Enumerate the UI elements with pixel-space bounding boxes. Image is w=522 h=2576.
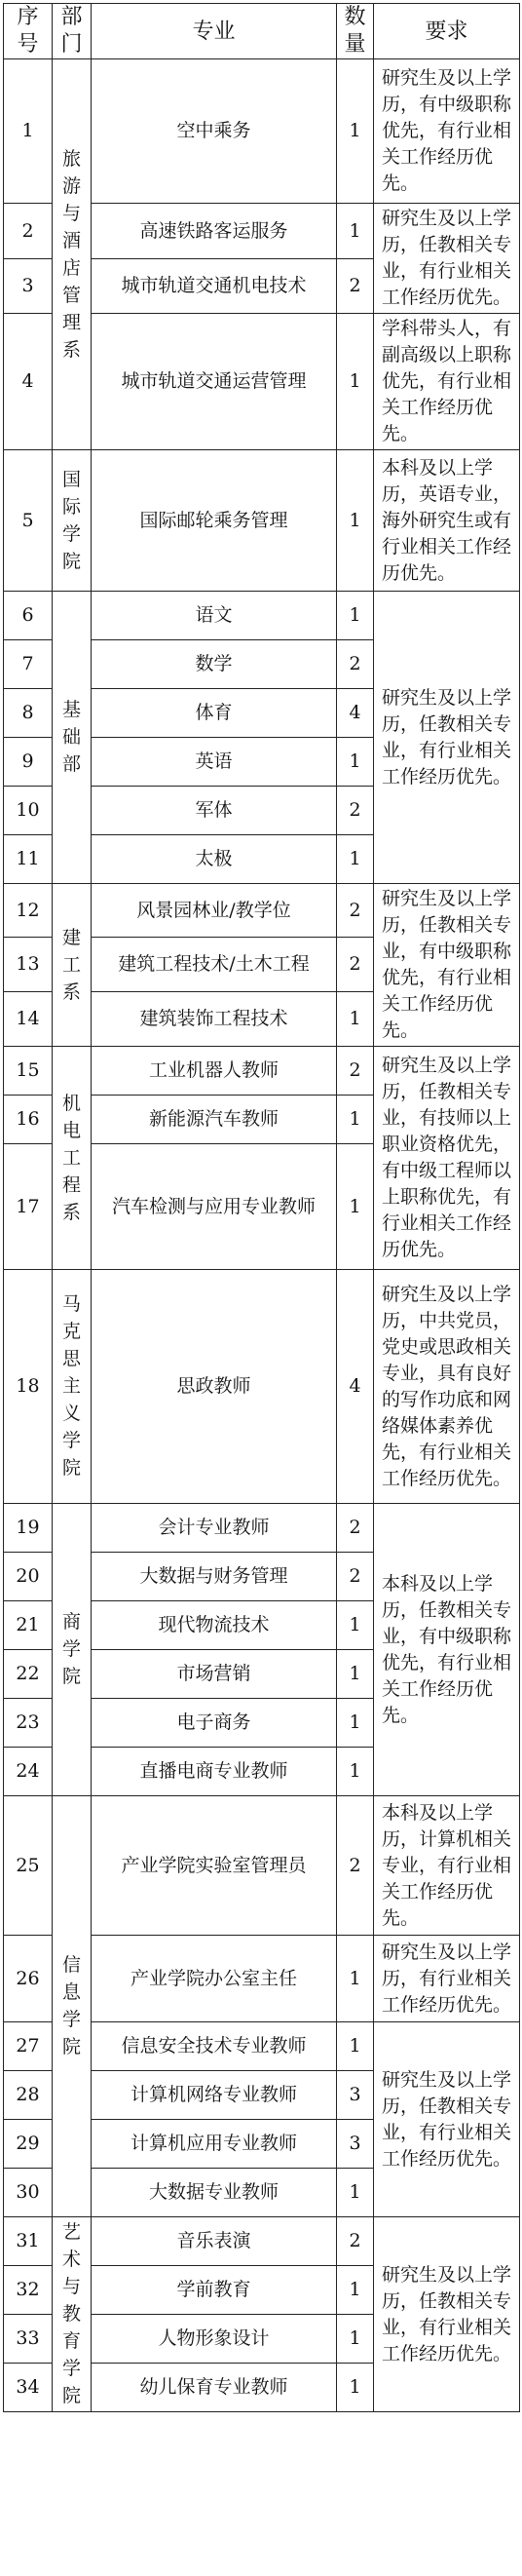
- count-cell: 1: [337, 2022, 374, 2071]
- row-index: 4: [4, 314, 53, 450]
- major-cell: 高速铁路客运服务: [92, 204, 337, 259]
- row-index: 12: [4, 884, 53, 938]
- requirement-cell: 研究生及以上学历，中共党员，党史或思政相关专业，具有良好的写作功底和网络媒体素养优先，有行业相关工作经历优先。: [374, 1270, 520, 1504]
- dept-cell: 艺术与教育学院: [53, 2217, 92, 2412]
- count-cell: 1: [337, 1096, 374, 1144]
- row-index: 11: [4, 835, 53, 884]
- requirement-cell: 研究生及以上学历，任教相关专业，有中级职称优先，有行业相关工作经历优先。: [374, 884, 520, 1047]
- count-cell: 1: [337, 2315, 374, 2364]
- major-cell: 汽车检测与应用专业教师: [92, 1144, 337, 1270]
- major-cell: 数学: [92, 640, 337, 689]
- major-cell: 国际邮轮乘务管理: [92, 450, 337, 592]
- row-index: 24: [4, 1748, 53, 1796]
- requirement-cell: 研究生及以上学历，任教相关专业，有行业相关工作经历优先。: [374, 2022, 520, 2217]
- dept-cell: 马克思主义学院: [53, 1270, 92, 1504]
- major-cell: 思政教师: [92, 1270, 337, 1504]
- count-cell: 2: [337, 1504, 374, 1553]
- dept-cell: 旅游与酒店管理系: [53, 59, 92, 450]
- row-index: 15: [4, 1047, 53, 1096]
- major-cell: 新能源汽车教师: [92, 1096, 337, 1144]
- requirement-cell: 本科及以上学历，英语专业，海外研究生或有行业相关工作经历优先。: [374, 450, 520, 592]
- row-index: 27: [4, 2022, 53, 2071]
- count-cell: 1: [337, 1748, 374, 1796]
- table-row: [4, 592, 520, 640]
- row-index: 34: [4, 2364, 53, 2412]
- row-index: 21: [4, 1601, 53, 1650]
- row-index: 20: [4, 1553, 53, 1601]
- row-index: 33: [4, 2315, 53, 2364]
- requirement-cell: 研究生及以上学历，任教相关专业，有行业相关工作经历优先。: [374, 204, 520, 314]
- requirement-cell: 研究生及以上学历，任教相关专业，有技师以上职业资格优先，有中级工程师以上职称优先，有行业相关工作经历优先。: [374, 1047, 520, 1270]
- major-cell: 音乐表演: [92, 2217, 337, 2266]
- dept-cell: 机电工程系: [53, 1047, 92, 1270]
- header-req: 要求: [374, 4, 520, 59]
- row-index: 28: [4, 2071, 53, 2120]
- major-cell: 人物形象设计: [92, 2315, 337, 2364]
- table-row: [4, 2217, 520, 2266]
- count-cell: 2: [337, 787, 374, 835]
- major-cell: 工业机器人教师: [92, 1047, 337, 1096]
- requirement-cell: 研究生及以上学历，有中级职称优先，有行业相关工作经历优先。: [374, 59, 520, 204]
- major-cell: 建筑装饰工程技术: [92, 991, 337, 1046]
- major-cell: 语文: [92, 592, 337, 640]
- count-cell: 1: [337, 1936, 374, 2022]
- row-index: 9: [4, 738, 53, 787]
- count-cell: 1: [337, 835, 374, 884]
- major-cell: 现代物流技术: [92, 1601, 337, 1650]
- dept-cell: 商学院: [53, 1504, 92, 1796]
- header-dept: 部门: [53, 4, 92, 59]
- major-cell: 建筑工程技术/土木工程: [92, 938, 337, 991]
- row-index: 2: [4, 204, 53, 259]
- row-index: 23: [4, 1699, 53, 1748]
- count-cell: 1: [337, 204, 374, 259]
- count-cell: 2: [337, 1047, 374, 1096]
- major-cell: 体育: [92, 689, 337, 738]
- count-cell: 1: [337, 59, 374, 204]
- row-index: 1: [4, 59, 53, 204]
- row-index: 3: [4, 259, 53, 314]
- count-cell: 2: [337, 640, 374, 689]
- table-row: [4, 1047, 520, 1096]
- count-cell: 4: [337, 689, 374, 738]
- major-cell: 直播电商专业教师: [92, 1748, 337, 1796]
- dept-cell: 基础部: [53, 592, 92, 884]
- major-cell: 会计专业教师: [92, 1504, 337, 1553]
- row-index: 10: [4, 787, 53, 835]
- table-row: [4, 450, 520, 592]
- major-cell: 计算机网络专业教师: [92, 2071, 337, 2120]
- row-index: 30: [4, 2169, 53, 2217]
- count-cell: 1: [337, 2266, 374, 2315]
- header-row: [4, 4, 520, 59]
- table-row: [4, 1796, 520, 1936]
- major-cell: 城市轨道交通运营管理: [92, 314, 337, 450]
- row-index: 13: [4, 938, 53, 991]
- dept-cell: 建工系: [53, 884, 92, 1047]
- major-cell: 英语: [92, 738, 337, 787]
- requirement-cell: 研究生及以上学历，任教相关专业，有行业相关工作经历优先。: [374, 2217, 520, 2412]
- count-cell: 1: [337, 738, 374, 787]
- requirement-cell: 研究生及以上学历，有行业相关工作经历优先。: [374, 1936, 520, 2022]
- requirement-cell: 本科及以上学历，计算机相关专业，有行业相关工作经历优先。: [374, 1796, 520, 1936]
- row-index: 31: [4, 2217, 53, 2266]
- row-index: 5: [4, 450, 53, 592]
- count-cell: 1: [337, 1144, 374, 1270]
- requirement-cell: 本科及以上学历，任教相关专业，有中级职称优先，有行业相关工作经历优先。: [374, 1504, 520, 1796]
- count-cell: 2: [337, 884, 374, 938]
- major-cell: 计算机应用专业教师: [92, 2120, 337, 2169]
- count-cell: 4: [337, 1270, 374, 1504]
- table-row: [4, 1270, 520, 1504]
- row-index: 19: [4, 1504, 53, 1553]
- count-cell: 1: [337, 1699, 374, 1748]
- row-index: 16: [4, 1096, 53, 1144]
- requirement-cell: 学科带头人，有副高级以上职称优先，有行业相关工作经历优先。: [374, 314, 520, 450]
- row-index: 32: [4, 2266, 53, 2315]
- major-cell: 产业学院实验室管理员: [92, 1796, 337, 1936]
- row-index: 25: [4, 1796, 53, 1936]
- major-cell: 信息安全技术专业教师: [92, 2022, 337, 2071]
- table-row: [4, 1504, 520, 1553]
- count-cell: 2: [337, 259, 374, 314]
- major-cell: 学前教育: [92, 2266, 337, 2315]
- count-cell: 1: [337, 991, 374, 1046]
- row-index: 8: [4, 689, 53, 738]
- header-count: 数量: [337, 4, 374, 59]
- row-index: 18: [4, 1270, 53, 1504]
- count-cell: 3: [337, 2071, 374, 2120]
- recruitment-table: [3, 3, 520, 2412]
- row-index: 7: [4, 640, 53, 689]
- count-cell: 2: [337, 2217, 374, 2266]
- major-cell: 空中乘务: [92, 59, 337, 204]
- dept-cell: 国际学院: [53, 450, 92, 592]
- count-cell: 2: [337, 1553, 374, 1601]
- table-row: [4, 884, 520, 938]
- count-cell: 1: [337, 2169, 374, 2217]
- count-cell: 2: [337, 1796, 374, 1936]
- count-cell: 1: [337, 2364, 374, 2412]
- count-cell: 1: [337, 314, 374, 450]
- major-cell: 市场营销: [92, 1650, 337, 1699]
- row-index: 14: [4, 991, 53, 1046]
- header-major: 专业: [92, 4, 337, 59]
- count-cell: 1: [337, 1650, 374, 1699]
- major-cell: 大数据专业教师: [92, 2169, 337, 2217]
- row-index: 26: [4, 1936, 53, 2022]
- count-cell: 2: [337, 938, 374, 991]
- row-index: 17: [4, 1144, 53, 1270]
- major-cell: 城市轨道交通机电技术: [92, 259, 337, 314]
- count-cell: 1: [337, 1601, 374, 1650]
- major-cell: 产业学院办公室主任: [92, 1936, 337, 2022]
- requirement-cell: 研究生及以上学历，任教相关专业，有行业相关工作经历优先。: [374, 592, 520, 884]
- table-row: [4, 59, 520, 204]
- major-cell: 电子商务: [92, 1699, 337, 1748]
- major-cell: 军体: [92, 787, 337, 835]
- count-cell: 1: [337, 450, 374, 592]
- major-cell: 太极: [92, 835, 337, 884]
- major-cell: 幼儿保育专业教师: [92, 2364, 337, 2412]
- row-index: 29: [4, 2120, 53, 2169]
- header-index: 序号: [4, 4, 53, 59]
- dept-cell: 信息学院: [53, 1796, 92, 2217]
- row-index: 6: [4, 592, 53, 640]
- major-cell: 大数据与财务管理: [92, 1553, 337, 1601]
- count-cell: 3: [337, 2120, 374, 2169]
- major-cell: 风景园林业/教学位: [92, 884, 337, 938]
- row-index: 22: [4, 1650, 53, 1699]
- count-cell: 1: [337, 592, 374, 640]
